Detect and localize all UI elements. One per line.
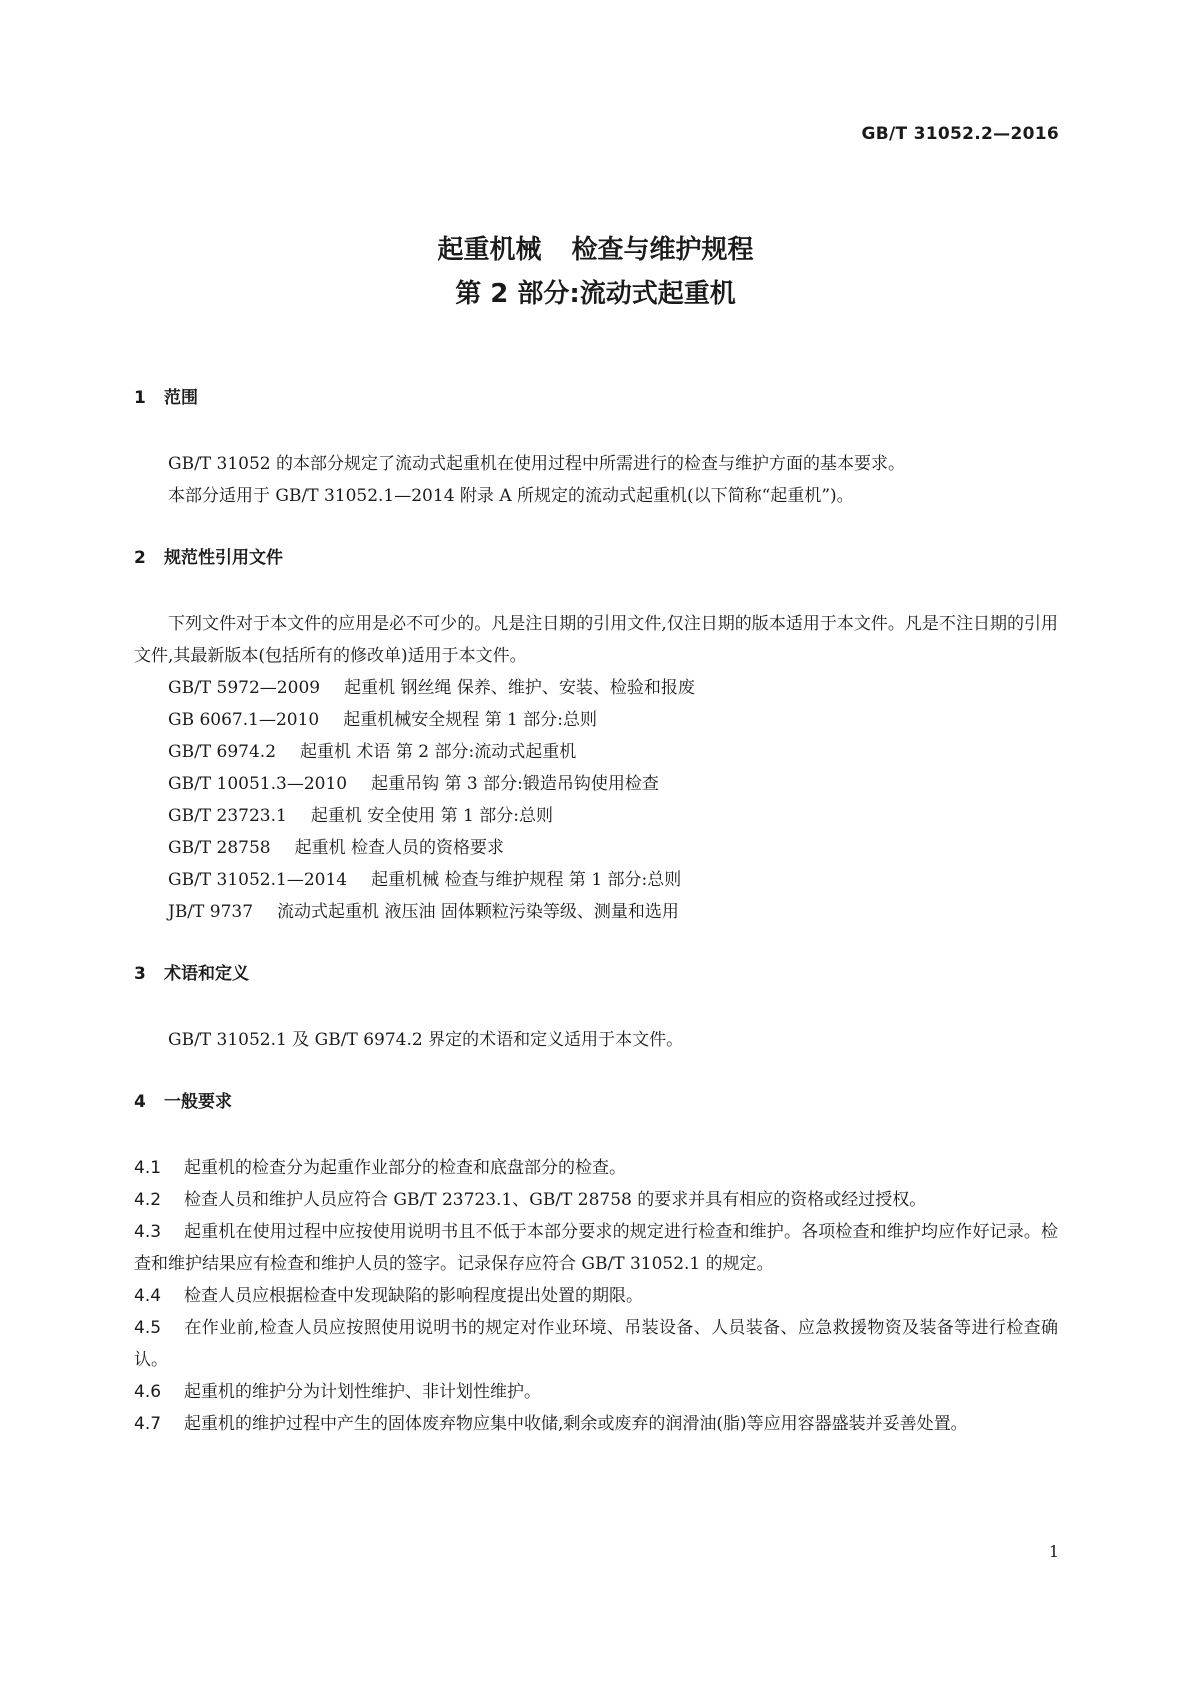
clause-number: 4.2 [134,1190,162,1210]
reference-code: GB/T 28758 [168,838,271,858]
clause-number: 4.7 [134,1414,162,1434]
section-3-title: 术语和定义 [164,964,249,984]
section-1-title: 范围 [164,388,198,408]
reference-title: 起重吊钩 第 3 部分:锻造吊钩使用检查 [371,774,659,794]
document-body [134,382,1058,1440]
clause-number: 4.6 [134,1382,162,1402]
reference-code: JB/T 9737 [168,902,254,922]
document-title [0,228,1191,316]
reference-item [134,896,1058,928]
title-line-1 [0,228,1191,272]
section-4-title: 一般要求 [164,1092,232,1112]
title-line-1-part-1: 起重机械 [437,235,542,265]
clause-number: 4.5 [134,1318,162,1338]
section-1-paragraph-2: 本部分适用于 GB/T 31052.1—2014 附录 A 所规定的流动式起重机(以下简称“起重机”)。 [168,486,854,506]
section-2-heading [134,542,1058,574]
title-line-1-part-2: 检查与维护规程 [571,235,754,265]
page-number: 1 [1048,1542,1059,1561]
clause-text: 起重机的检查分为起重作业部分的检查和底盘部分的检查。 [184,1158,626,1178]
clause-item [134,1184,1058,1216]
section-3-paragraph: GB/T 31052.1 及 GB/T 6974.2 界定的术语和定义适用于本文件。 [168,1030,684,1050]
clause-item [134,1408,1058,1440]
reference-title: 起重机械 检查与维护规程 第 1 部分:总则 [371,870,682,890]
clause-item [134,1152,1058,1184]
section-3-heading [134,958,1058,990]
clause-number: 4.1 [134,1158,162,1178]
reference-code: GB 6067.1—2010 [168,710,320,730]
section-4-heading [134,1086,1058,1118]
section-1-number: 1 [134,388,146,408]
section-2-intro: 下列文件对于本文件的应用是必不可少的。凡是注日期的引用文件,仅注日期的版本适用于本文件。凡是不注日期的引用文件,其最新版本(包括所有的修改单)适用于本文件。 [134,614,1058,666]
clause-number: 4.3 [134,1222,162,1242]
reference-title: 起重机 钢丝绳 保养、维护、安装、检验和报废 [344,678,695,698]
reference-title: 流动式起重机 液压油 固体颗粒污染等级、测量和选用 [277,902,679,922]
reference-title: 起重机械安全规程 第 1 部分:总则 [343,710,597,730]
clause-text: 检查人员应根据检查中发现缺陷的影响程度提出处置的期限。 [184,1286,643,1306]
reference-item [134,864,1058,896]
clause-text: 起重机在使用过程中应按使用说明书且不低于本部分要求的规定进行检查和维护。各项检查和维护均应作好记录。检查和维护结果应有检查和维护人员的签字。记录保存应符合 GB/T 31052.1 的规定。 [134,1222,1058,1274]
section-2-number: 2 [134,548,146,568]
reference-item [134,832,1058,864]
section-1-heading [134,382,1058,414]
section-2-title: 规范性引用文件 [164,548,283,568]
clause-text: 在作业前,检查人员应按照使用说明书的规定对作业环境、吊装设备、人员装备、应急救援物资及装备等进行检查确认。 [134,1318,1058,1370]
reference-title: 起重机 安全使用 第 1 部分:总则 [310,806,554,826]
reference-item [134,672,1058,704]
clause-text: 起重机的维护分为计划性维护、非计划性维护。 [184,1382,541,1402]
reference-item [134,736,1058,768]
reference-title: 起重机 术语 第 2 部分:流动式起重机 [300,742,577,762]
clause-text: 起重机的维护过程中产生的固体废弃物应集中收储,剩余或废弃的润滑油(脂)等应用容器盛装并妥善处置。 [184,1414,968,1434]
reference-item [134,768,1058,800]
reference-title: 起重机 检查人员的资格要求 [294,838,505,858]
clause-item [134,1312,1058,1376]
section-3-number: 3 [134,964,146,984]
reference-code: GB/T 5972—2009 [168,678,321,698]
reference-code: GB/T 23723.1 [168,806,287,826]
clause-item [134,1376,1058,1408]
reference-item [134,704,1058,736]
clause-item [134,1280,1058,1312]
title-line-2: 第 2 部分:流动式起重机 [455,279,736,309]
reference-code: GB/T 10051.3—2010 [168,774,348,794]
reference-item [134,800,1058,832]
clause-item [134,1216,1058,1280]
section-4-number: 4 [134,1092,146,1112]
section-1-paragraph-1: GB/T 31052 的本部分规定了流动式起重机在使用过程中所需进行的检查与维护方面的基本要求。 [168,454,906,474]
clause-number: 4.4 [134,1286,162,1306]
reference-code: GB/T 6974.2 [168,742,277,762]
reference-code: GB/T 31052.1—2014 [168,870,348,890]
clause-text: 检查人员和维护人员应符合 GB/T 23723.1、GB/T 28758 的要求并具有相应的资格或经过授权。 [184,1190,927,1210]
standard-number: GB/T 31052.2—2016 [861,124,1059,144]
